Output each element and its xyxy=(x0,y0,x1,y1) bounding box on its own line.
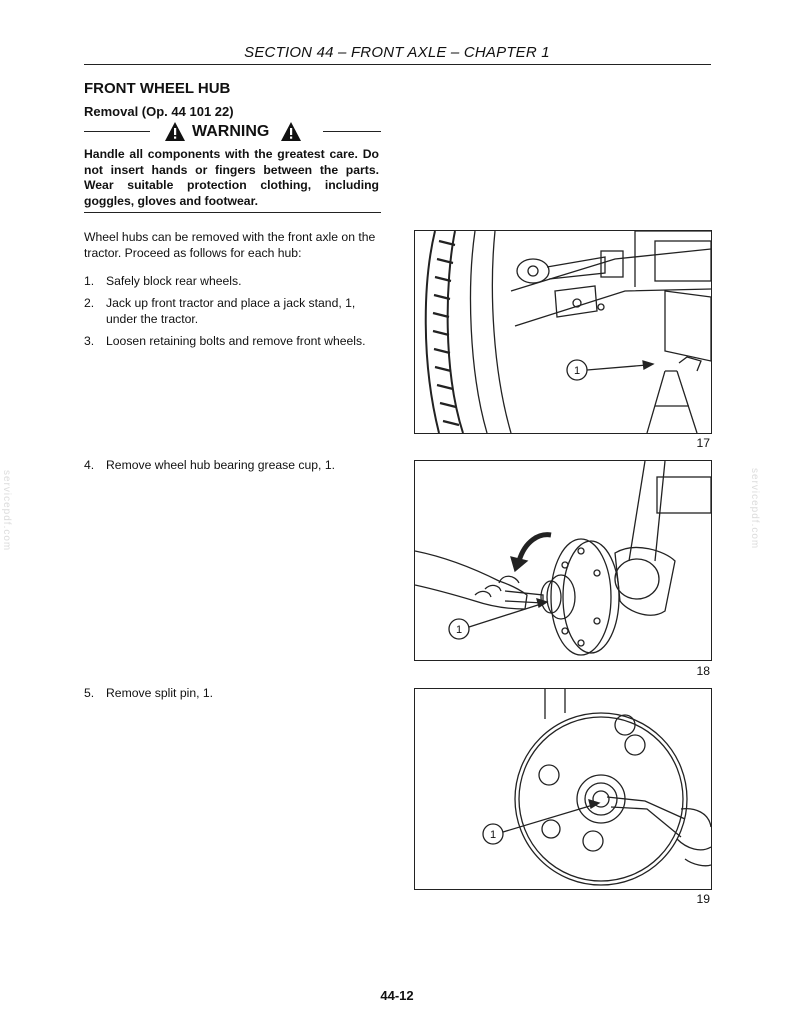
warning-rule-right xyxy=(323,131,381,132)
figure-18-grease-cup xyxy=(414,460,712,661)
step-text: Remove split pin, 1. xyxy=(106,686,214,700)
warning-banner xyxy=(84,120,381,144)
step-number: 4. xyxy=(84,458,95,472)
warning-rule-left xyxy=(84,131,150,132)
figure-19-callout: 1 xyxy=(489,829,497,841)
wheel-hub-grease-cup-illustration xyxy=(415,461,711,660)
warning-divider xyxy=(84,212,381,213)
warning-triangle-icon xyxy=(280,121,302,142)
watermark-right: servicepdf.com xyxy=(749,468,760,550)
section-header: SECTION 44 – FRONT AXLE – CHAPTER 1 xyxy=(244,44,550,61)
page-number: 44-12 xyxy=(380,988,414,1003)
step-text: Safely block rear wheels. xyxy=(106,274,242,288)
step-number: 5. xyxy=(84,686,95,700)
watermark-left: servicepdf.com xyxy=(1,470,12,552)
figure-17-number: 17 xyxy=(696,436,710,450)
step-text: Loosen retaining bolts and remove front wheels. xyxy=(106,334,366,348)
step-text: Jack up front tractor and place a jack stand, 1, under the tractor. xyxy=(106,296,356,326)
figure-18-number: 18 xyxy=(696,664,710,678)
intro-paragraph: Wheel hubs can be removed with the front axle on the tractor. Proceed as follows for each hub: xyxy=(84,230,376,260)
warning-label: WARNING xyxy=(192,123,270,140)
page-title: FRONT WHEEL HUB xyxy=(84,80,231,97)
operation-subtitle: Removal (Op. 44 101 22) xyxy=(84,104,234,119)
warning-text: Handle all components with the greatest care. Do not insert hands or fingers between the parts. Wear suitable protection clothing, including goggles, gloves and footwear. xyxy=(84,147,379,208)
figure-19-split-pin xyxy=(414,688,712,890)
warning-triangle-icon xyxy=(164,121,186,142)
header-divider xyxy=(84,64,711,65)
tractor-front-axle-illustration xyxy=(415,231,711,433)
figure-17-callout: 1 xyxy=(573,365,581,377)
wheel-hub-split-pin-illustration xyxy=(415,689,711,889)
step-text: Remove wheel hub bearing grease cup, 1. xyxy=(106,458,335,472)
figure-19-number: 19 xyxy=(696,892,710,906)
step-number: 1. xyxy=(84,274,95,288)
step-number: 2. xyxy=(84,296,95,310)
figure-17-jack-stand xyxy=(414,230,712,434)
step-number: 3. xyxy=(84,334,95,348)
figure-18-callout: 1 xyxy=(455,624,463,636)
